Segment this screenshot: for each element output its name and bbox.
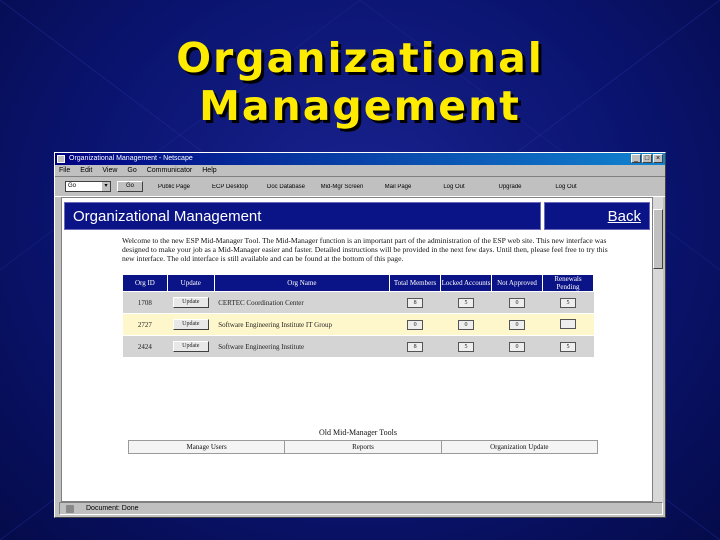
org-table-header — [123, 275, 594, 292]
renewals-pending-link[interactable] — [560, 319, 576, 329]
vertical-scrollbar[interactable] — [653, 197, 663, 502]
header-update: Update — [167, 275, 214, 292]
renewals-pending-link[interactable]: 5 — [560, 298, 576, 308]
cell-org-name: Software Engineering Institute IT Group — [214, 314, 389, 336]
menu-edit[interactable]: Edit — [80, 167, 93, 174]
renewals-pending-link[interactable]: 5 — [560, 342, 576, 352]
not-approved-link[interactable]: 0 — [509, 320, 525, 330]
header-not-approved: Not Approved — [492, 275, 543, 292]
toolbar-link-5[interactable]: Mail Page — [384, 183, 412, 190]
manage-users-link[interactable]: Manage Users — [129, 441, 285, 453]
chevron-down-icon: ▾ — [102, 182, 110, 191]
header-org-id: Org ID — [123, 275, 168, 292]
window-controls — [631, 154, 663, 163]
window-title: Organizational Management - Netscape — [69, 155, 193, 162]
security-lock-icon — [66, 505, 74, 513]
old-tools-bar — [128, 440, 598, 454]
window-titlebar — [55, 153, 665, 165]
org-table — [122, 274, 594, 358]
menu-view[interactable]: View — [102, 167, 118, 174]
cell-org-id: 2424 — [123, 336, 168, 358]
total-members-link[interactable]: 8 — [407, 298, 423, 308]
menu-bar — [55, 165, 665, 176]
not-approved-link[interactable]: 0 — [509, 342, 525, 352]
menu-go[interactable]: Go — [127, 167, 137, 174]
total-members-link[interactable]: 8 — [407, 342, 423, 352]
toolbar-link-3[interactable]: Doc Database — [266, 183, 306, 190]
page-title: Organizational Management — [64, 202, 541, 230]
not-approved-link[interactable]: 0 — [509, 298, 525, 308]
toolbar-link-2[interactable]: ECP Desktop — [212, 183, 248, 190]
back-link[interactable]: Back — [544, 202, 650, 230]
jump-select-value: Go — [68, 183, 77, 189]
toolbar-link-8[interactable]: Log Out — [555, 183, 577, 190]
header-total-members: Total Members — [390, 275, 441, 292]
menu-help[interactable]: Help — [202, 167, 217, 174]
organization-update-link[interactable]: Organization Update — [490, 443, 549, 451]
header-renewals-pending: Renewals Pending — [542, 275, 593, 292]
table-row — [123, 314, 594, 336]
page-banner — [64, 202, 650, 230]
old-tools-title: Old Mid-Manager Tools — [319, 428, 397, 437]
table-row — [123, 336, 594, 358]
menu-file[interactable]: File — [59, 167, 71, 174]
close-button[interactable]: × — [653, 154, 663, 163]
jump-select[interactable] — [65, 181, 111, 192]
go-button[interactable]: Go — [117, 181, 143, 192]
scrollbar-thumb[interactable] — [653, 209, 663, 269]
cell-org-id: 1708 — [123, 292, 168, 314]
total-members-link[interactable]: 0 — [407, 320, 423, 330]
slide-title — [0, 34, 720, 130]
cell-org-name: CERTEC Coordination Center — [214, 292, 389, 314]
update-button[interactable]: Update — [173, 297, 209, 308]
toolbar-link-6[interactable]: Log Out — [443, 183, 465, 190]
intro-text: Welcome to the new ESP Mid-Manager Tool. The Mid-Manager function is an important part of the administration of the ESP web site. This new interface was designed to make your job as a Mid-Manager easier and faster. Detailed instructions will be provided in the next few days. Until then, please feel free to try this new interface. The old interface is still available and can be found at the bottom of this page. — [122, 236, 608, 263]
cell-org-id: 2727 — [123, 314, 168, 336]
locked-accounts-link[interactable]: 0 — [458, 320, 474, 330]
update-button[interactable]: Update — [173, 319, 209, 330]
table-row — [123, 292, 594, 314]
minimize-button[interactable]: _ — [631, 154, 641, 163]
toolbar-link-4[interactable]: Mid-Mgr Screen — [320, 183, 364, 190]
status-text: Document: Done — [86, 505, 139, 512]
reports-link[interactable]: Reports — [285, 441, 441, 453]
toolbar-link-1[interactable]: Public Page — [157, 183, 191, 190]
maximize-button[interactable]: □ — [642, 154, 652, 163]
status-bar — [59, 502, 663, 515]
update-button[interactable]: Update — [173, 341, 209, 352]
locked-accounts-link[interactable]: 5 — [458, 342, 474, 352]
netscape-app-icon — [57, 155, 65, 163]
header-locked-accounts: Locked Accounts — [441, 275, 492, 292]
toolbar-link-7[interactable]: Upgrade — [498, 183, 522, 190]
menu-communicator[interactable]: Communicator — [146, 167, 193, 174]
cell-org-name: Software Engineering Institute — [214, 336, 389, 358]
page-viewport — [61, 197, 653, 502]
locked-accounts-link[interactable]: 5 — [458, 298, 474, 308]
site-toolbar — [55, 176, 665, 197]
slide-title-line-1: Organizational — [176, 34, 544, 82]
slide-title-line-2: Management — [199, 82, 521, 130]
browser-window — [54, 152, 666, 518]
header-org-name: Org Name — [214, 275, 389, 292]
